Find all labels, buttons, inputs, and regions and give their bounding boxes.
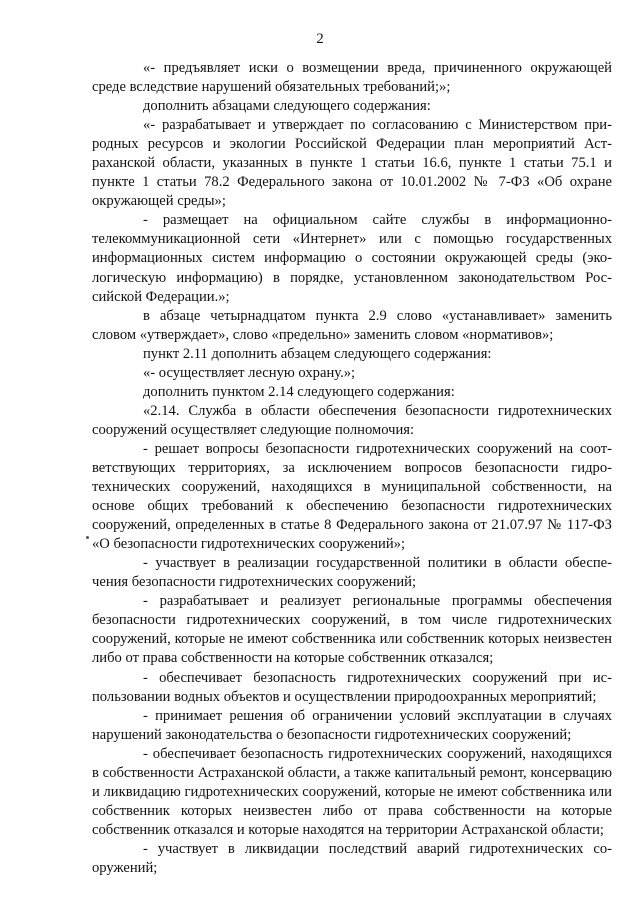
- paragraph-forest-guard: «- осуществляет лесную охрану.»;: [143, 364, 356, 381]
- paragraph-plan-measures: «- разрабатывает и утверждает по согласованию с Министерством природных ресурсов и экологии Российской Федерации план мероприятий Астраханской области, указанных в пункте 1 статьи 16.6, пункте 1 статьи 75.1 и пункте 1 статьи 78.2 Федерального закона от 10.01.2002 № 7-ФЗ «Об охране окружающей среды»;: [92, 117, 612, 210]
- paragraph-accident-response: - участвует в ликвидации последствий аварий гидротехнических сооружений;: [92, 840, 612, 876]
- paragraph-publish-info: - размещает на официальном сайте службы в информационно-телекоммуникационной сети «Интернет» или с помощью государственных информационных систем информацию о состоянии окружающей среды (экологическую информацию) в порядке, установленном законодательством Российской Федерации.»;: [92, 212, 612, 305]
- paragraph-state-policy: - участвует в реализации государственной политики в области обеспечения безопасности гидротехнических сооружений;: [92, 555, 612, 591]
- scan-artifact-dot: [86, 536, 89, 539]
- paragraph-add-abzats: дополнить абзацами следующего содержания:: [143, 98, 431, 115]
- paragraph-lawsuits: «- предъявляет иски о возмещении вреда, причиненного окружающей среде вследствие нарушений обязательных требований;»;: [92, 60, 612, 96]
- paragraph-regional-programs: - разрабатывает и реализует региональные программы обеспечения безопасности гидротехнических сооружений, в том числе гидротехнических сооружений, которые не имеют собственника или собственник которых неизвестен либо от права собственности на которые собственник отказался;: [92, 593, 612, 667]
- paragraph-regional-property: - обеспечивает безопасность гидротехнических сооружений, находящихся в собственности Астраханской области, а также капитальный ремонт, консервацию и ликвидацию гидротехнических сооружений, которые не имеют собственника или собственник которых неизвестен либо от права собственности на которые собственник отказался и которые находятся на территории Астраханской области;: [92, 745, 612, 838]
- paragraph-amend-2-11: пункт 2.11 дополнить абзацем следующего содержания:: [143, 345, 492, 362]
- paragraph-safety-issues: - решает вопросы безопасности гидротехнических сооружений на соответствующих территориях, за исключением вопросов безопасности гидротехнических сооружений, находящихся в муниципальной собственности, на основе общих требований к обеспечению безопасности гидротехнических сооружений, определенных в статье 8 Федерального закона от 21.07.97 № 117-ФЗ «О безопасности гидротехнических сооружений»;: [92, 440, 612, 553]
- paragraph-amend-2-9: в абзаце четырнадцатом пункта 2.9 слово «устанавливает» заменить словом «утверждает», слово «предельно» заменить словом «нормативов»;: [92, 307, 612, 343]
- paragraph-water-objects: - обеспечивает безопасность гидротехнических сооружений при использовании водных объектов и осуществлении природоохранных мероприятий;: [92, 669, 612, 705]
- page-number: 2: [316, 31, 324, 47]
- document-body: [92, 59, 612, 878]
- paragraph-2-14-heading: «2.14. Служба в области обеспечения безопасности гидротехнических сооружений осуществляет следующие полномочия:: [92, 402, 612, 438]
- paragraph-add-2-14: дополнить пунктом 2.14 следующего содержания:: [143, 383, 455, 400]
- paragraph-restrictions: - принимает решения об ограничении условий эксплуатации в случаях нарушений законодательства о безопасности гидротехнических сооружений;: [92, 707, 612, 743]
